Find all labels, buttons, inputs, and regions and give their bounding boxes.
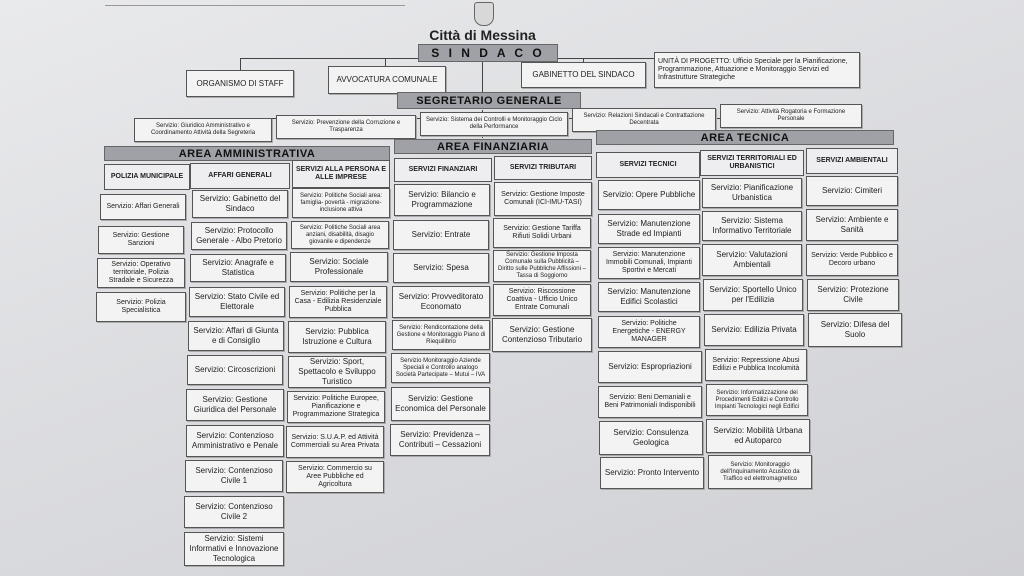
service-box: Servizio: Verde Pubblico e Decoro urbano	[806, 244, 898, 276]
avvocatura-box: AVVOCATURA COMUNALE	[328, 66, 446, 94]
segretario-service: Servizio: Giuridico Amministrativo e Coordinamento Attività della Segreteria	[134, 118, 272, 142]
service-box: Servizio: Repressione Abusi Edilizi e Pubblica Incolumità	[705, 349, 807, 381]
column-header: SERVIZI AMBIENTALI	[806, 148, 898, 174]
staff-box: ORGANISMO DI STAFF	[186, 70, 294, 97]
service-box: Servizio: Stato Civile ed Elettorale	[189, 287, 285, 317]
service-box: Servizio: Monitoraggio dell'Inquinamento Acustico da Traffico ed elettromagnetico	[708, 455, 812, 489]
service-box: Servizio: Consulenza Geologica	[599, 421, 703, 455]
service-box: Servizio: Contenzioso Civile 2	[184, 496, 284, 528]
service-box: Servizio: Opere Pubbliche	[598, 180, 700, 210]
service-box: Servizio: S.U.A.P. ed Attività Commerciali su Area Privata	[286, 426, 384, 458]
service-box: Servizio: Politiche Sociali area anziani, disabilità, disagio giovanile e dipendenze	[291, 221, 389, 249]
service-box: Servizio: Gestione Imposta Comunale sulla Pubblicità – Diritto sulle Pubbliche Affissioni – Tassa di Soggiorno	[493, 250, 591, 282]
service-box: Servizio: Gestione Giuridica del Personale	[186, 389, 284, 421]
service-box: Servizio: Contenzioso Amministrativo e Penale	[186, 425, 284, 457]
service-box: Servizio: Politiche Energetiche - ENERGY MANAGER	[598, 316, 700, 348]
service-box: Servizio: Riscossione Coattiva - Ufficio Unico Entrate Comunali	[493, 284, 591, 316]
service-box: Servizio: Pianificazione Urbanistica	[702, 178, 802, 208]
service-box: Servizio: Gabinetto del Sindaco	[192, 190, 288, 218]
service-box: Servizio: Pronto Intervento	[600, 457, 704, 489]
service-box: Servizio: Politiche Europee, Pianificazione e Programmazione Strategica	[287, 391, 385, 423]
service-box: Servizio: Manutenzione Strade ed Impianti	[598, 214, 700, 244]
service-box: Servizio: Sistemi Informativi e Innovazione Tecnologica	[184, 532, 284, 566]
service-box: Servizio: Affari di Giunta e di Consiglio	[188, 321, 284, 351]
service-box: Servizio: Gestione Tariffa Rifiuti Solidi Urbani	[493, 218, 591, 248]
area-amministrativa-header: AREA AMMINISTRATIVA	[104, 146, 390, 161]
column-header: POLIZIA MUNICIPALE	[104, 164, 190, 190]
service-box: Servizio: Sport, Spettacolo e Sviluppo Turistico	[288, 356, 386, 388]
service-box: Servizio: Operativo territoriale, Polizia Stradale e Sicurezza	[97, 258, 185, 288]
segretario-service: Servizio: Prevenzione della Corruzione e Trasparenza	[276, 115, 416, 139]
column-header: SERVIZI TERRITORIALI ED URBANISTICI	[700, 150, 804, 176]
service-box: Servizio: Bilancio e Programmazione	[394, 184, 490, 216]
service-box: Servizio: Gestione Economica del Personale	[391, 387, 490, 421]
area-finanziaria-header: AREA FINANZIARIA	[394, 139, 592, 154]
service-box: Servizio: Mobilità Urbana ed Autoparco	[706, 419, 810, 453]
service-box: Servizio: Spesa	[393, 253, 489, 283]
service-box: Servizio: Commercio su Aree Pubbliche ed Agricoltura	[286, 461, 384, 493]
service-box: Servizio: Politiche per la Casa - Edilizia Residenziale Pubblica	[289, 286, 387, 318]
service-box: Servizio: Sportello Unico per l'Edilizia	[703, 279, 803, 311]
service-box: Servizio: Polizia Specialistica	[96, 292, 186, 322]
column-header: SERVIZI ALLA PERSONA E ALLE IMPRESE	[292, 160, 390, 188]
area-tecnica-header: AREA TECNICA	[596, 130, 894, 145]
service-box: Servizio: Anagrafe e Statistica	[190, 254, 286, 282]
service-box: Servizio Monitoraggio Aziende Speciali e Controllo analogo Società Partecipate – Mutui – IVA	[391, 353, 490, 383]
service-box: Servizio: Circoscrizioni	[187, 355, 283, 385]
service-box: Servizio: Cimiteri	[806, 176, 898, 206]
service-box: Servizio: Valutazioni Ambientali	[702, 244, 802, 276]
service-box: Servizio: Gestione Imposte Comunali (ICI-IMU-TASI)	[494, 182, 592, 216]
city-title: Città di Messina	[429, 27, 536, 43]
connector	[482, 62, 483, 92]
service-box: Servizio: Provveditorato Economato	[392, 286, 490, 318]
service-box: Servizio: Politiche Sociali area: famiglia- povertà - migrazione- inclusione attiva	[292, 188, 390, 218]
service-box: Servizio: Manutenzione Edifici Scolastici	[598, 282, 700, 312]
service-box: Servizio: Protezione Civile	[807, 279, 899, 311]
service-box: Servizio: Informatizzazione dei Procedimenti Edilizi e Controllo Impianti Tecnologici negli Edifici	[706, 384, 808, 416]
sindaco-box: S I N D A C O	[418, 44, 558, 62]
service-box: Servizio: Pubblica Istruzione e Cultura	[288, 321, 386, 353]
service-box: Servizio: Espropriazioni	[598, 351, 702, 383]
service-box: Servizio: Beni Demaniali e Beni Patrimoniali Indisponibili	[598, 386, 702, 418]
service-box: Servizio: Ambiente e Sanità	[806, 209, 898, 241]
service-box: Servizio: Rendicontazione della Gestione e Monitoraggio Piano di Riequilibrio	[392, 320, 490, 350]
paper-edge	[105, 5, 405, 6]
service-box: Servizio: Entrate	[393, 220, 489, 250]
service-box: Servizio: Contenzioso Civile 1	[185, 460, 283, 492]
gabinetto-box: GABINETTO DEL SINDACO	[521, 62, 646, 88]
service-box: Servizio: Affari Generali	[100, 194, 186, 220]
unita-progetto-box: UNITÀ DI PROGETTO: Ufficio Speciale per la Pianificazione, Programmazione, Attuazione e Monitoraggio Servizi ed Infrastrutture Strategiche	[654, 52, 860, 88]
service-box: Servizio: Gestione Sanzioni	[98, 226, 184, 254]
service-box: Servizio: Sociale Professionale	[290, 252, 388, 282]
service-box: Servizio: Gestione Contenzioso Tributario	[492, 318, 592, 352]
service-box: Servizio: Edilizia Privata	[704, 314, 804, 346]
segretario-service: Servizio: Attività Rogatoria e Formazione Personale	[720, 104, 862, 128]
column-header: AFFARI GENERALI	[190, 163, 290, 189]
segretario-service: Servizio: Sistema dei Controlli e Monitoraggio Ciclo della Performance	[420, 112, 568, 136]
segretario-service: Servizio: Relazioni Sindacali e Contrattazione Decentrata	[572, 108, 716, 132]
service-box: Servizio: Previdenza – Contributi – Cessazioni	[390, 424, 490, 456]
service-box: Servizio: Sistema Informativo Territoriale	[702, 211, 802, 241]
city-crest-icon	[474, 2, 494, 26]
segretario-box: SEGRETARIO GENERALE	[397, 92, 581, 109]
service-box: Servizio: Protocollo Generale - Albo Pretorio	[191, 222, 287, 250]
connector	[240, 58, 241, 70]
column-header: SERVIZI TRIBUTARI	[494, 156, 592, 180]
service-box: Servizio: Difesa del Suolo	[808, 313, 902, 347]
column-header: SERVIZI TECNICI	[596, 152, 700, 178]
service-box: Servizio: Manutenzione Immobili Comunali, Impianti Sportivi e Mercati	[598, 247, 700, 279]
column-header: SERVIZI FINANZIARI	[394, 158, 492, 182]
